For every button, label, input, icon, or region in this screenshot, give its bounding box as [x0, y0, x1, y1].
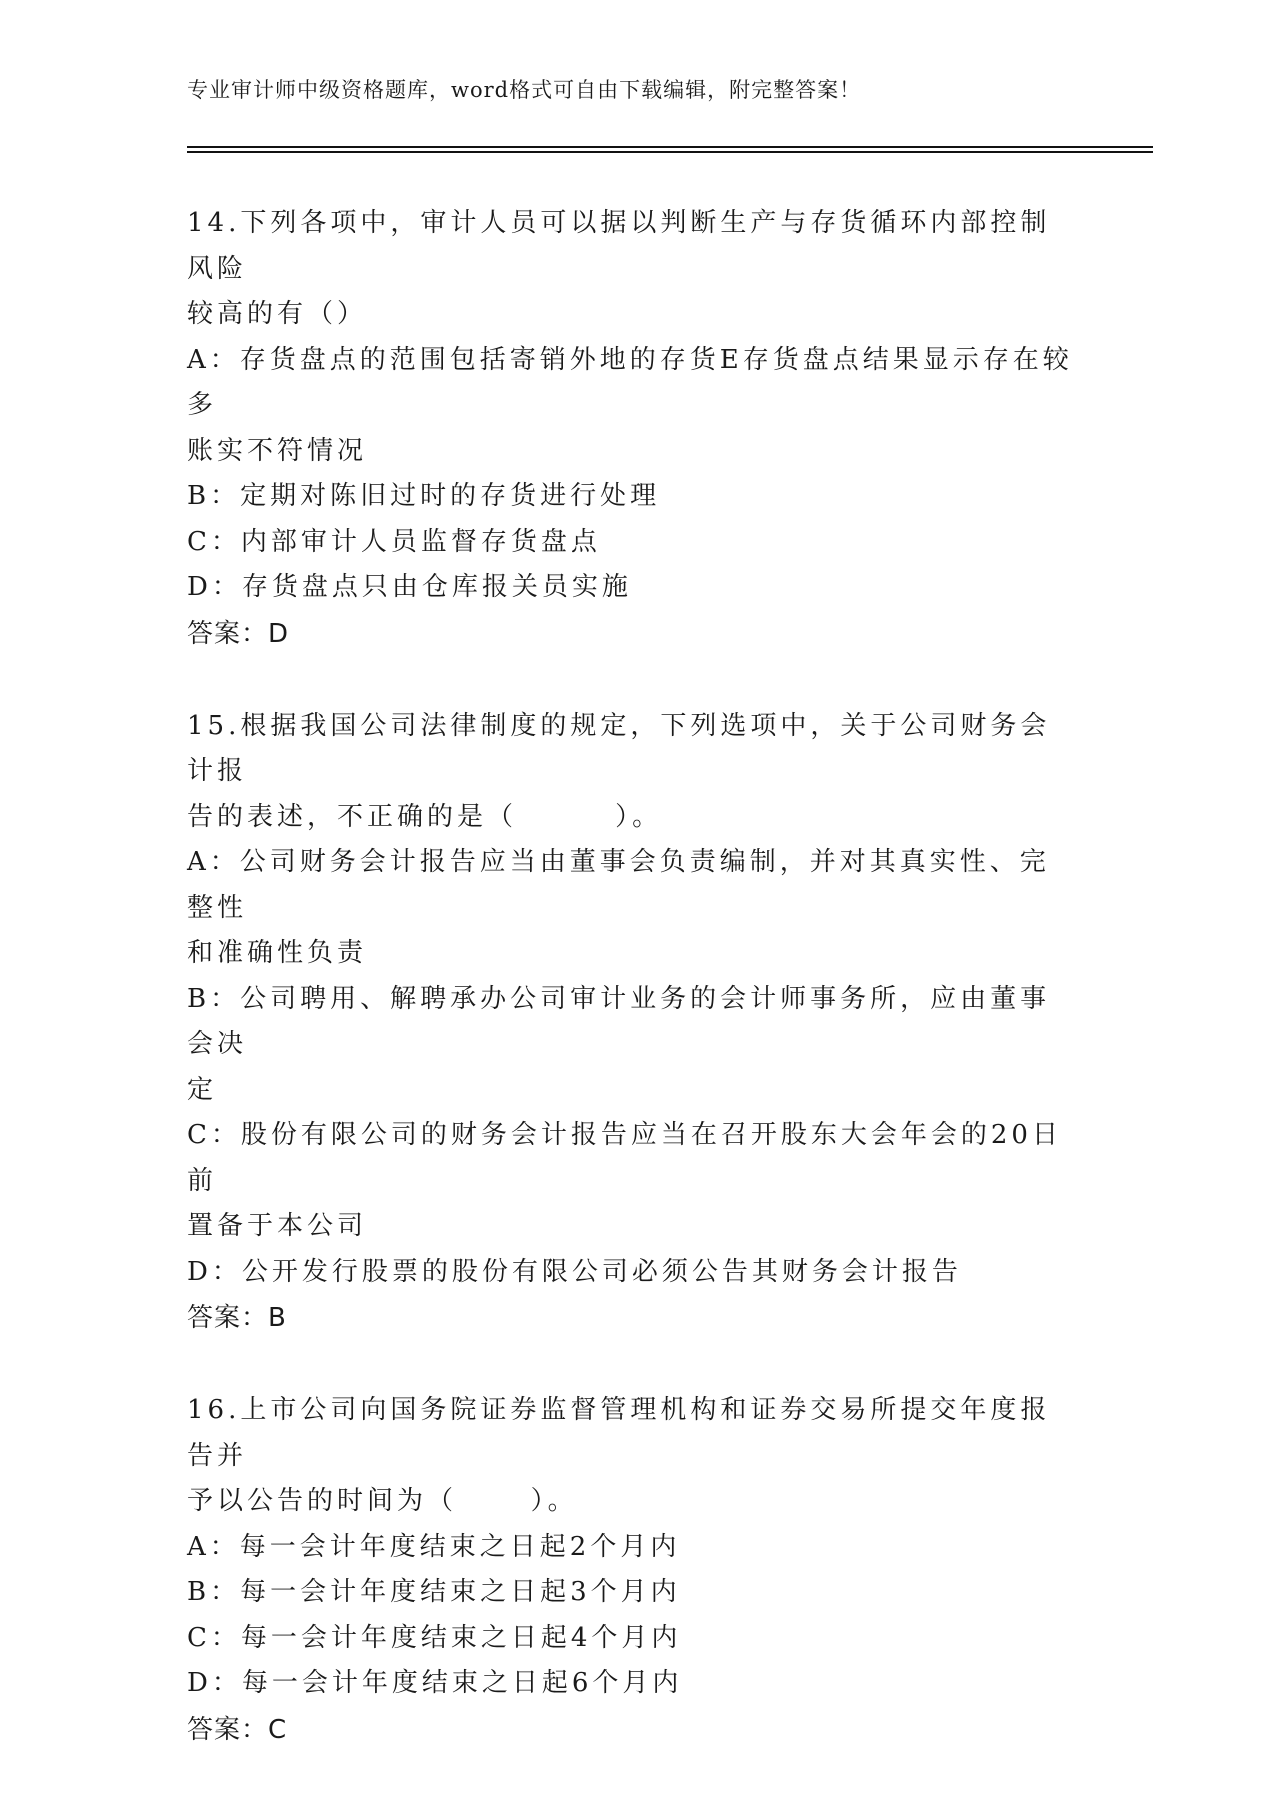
option-b-line: B：每一会计年度结束之日起3个月内: [187, 1577, 681, 1607]
option-d-line: D：公开发行股票的股份有限公司必须公告其财务会计报告: [187, 1256, 962, 1287]
option-a-line: A：每一会计年度结束之日起2个月内: [187, 1531, 681, 1562]
question-stem-line: 14.下列各项中，审计人员可以据以判断生产与存货循环内部控制风险: [187, 208, 1051, 284]
question-16: [187, 1388, 1077, 1753]
option-a-line: A：公司财务会计报告应当由董事会负责编制，并对其真实性、完整性: [187, 847, 1050, 923]
question-stem-line: 15.根据我国公司法律制度的规定，下列选项中，关于公司财务会计报: [187, 710, 1051, 786]
header-rule-bottom: [187, 151, 1153, 153]
option-c-line: C：内部审计人员监督存货盘点: [187, 526, 601, 557]
question-stem-line: 予以公告的时间为（ ）。: [187, 1486, 578, 1516]
option-c-line: C：每一会计年度结束之日起4个月内: [187, 1622, 682, 1653]
option-c-line: C：股份有限公司的财务会计报告应当在召开股东大会年会的20日前: [187, 1120, 1062, 1196]
option-b-line: B：公司聘用、解聘承办公司审计业务的会计师事务所，应由董事会决: [187, 983, 1051, 1059]
option-b-line: 定: [187, 1074, 218, 1105]
question-stem-line: 较高的有（）: [187, 299, 368, 329]
answer-label: 答案：C: [187, 1714, 288, 1745]
option-d-line: D：每一会计年度结束之日起6个月内: [187, 1668, 683, 1698]
question-stem-line: 16.上市公司向国务院证券监督管理机构和证券交易所提交年度报告并: [187, 1395, 1051, 1471]
option-c-line: 置备于本公司: [187, 1211, 368, 1241]
answer-label: 答案：D: [187, 618, 290, 649]
option-a-line: A：存货盘点的范围包括寄销外地的存货E存货盘点结果显示存在较多: [187, 344, 1073, 420]
option-a-line: 和准确性负责: [187, 938, 368, 968]
option-b-line: B：定期对陈旧过时的存货进行处理: [187, 481, 661, 511]
question-14: [187, 201, 1077, 657]
question-stem-line: 告的表述，不正确的是（ ）。: [187, 801, 663, 832]
answer-label: 答案：B: [187, 1303, 287, 1333]
question-list: [187, 201, 1077, 1800]
option-d-line: D：存货盘点只由仓库报关员实施: [187, 572, 632, 602]
question-15: [187, 704, 1077, 1342]
header-rule-top: [187, 146, 1153, 148]
option-a-line: 账实不符情况: [187, 435, 368, 466]
page-header: 专业审计师中级资格题库，word格式可自由下载编辑，附完整答案！: [187, 78, 862, 102]
